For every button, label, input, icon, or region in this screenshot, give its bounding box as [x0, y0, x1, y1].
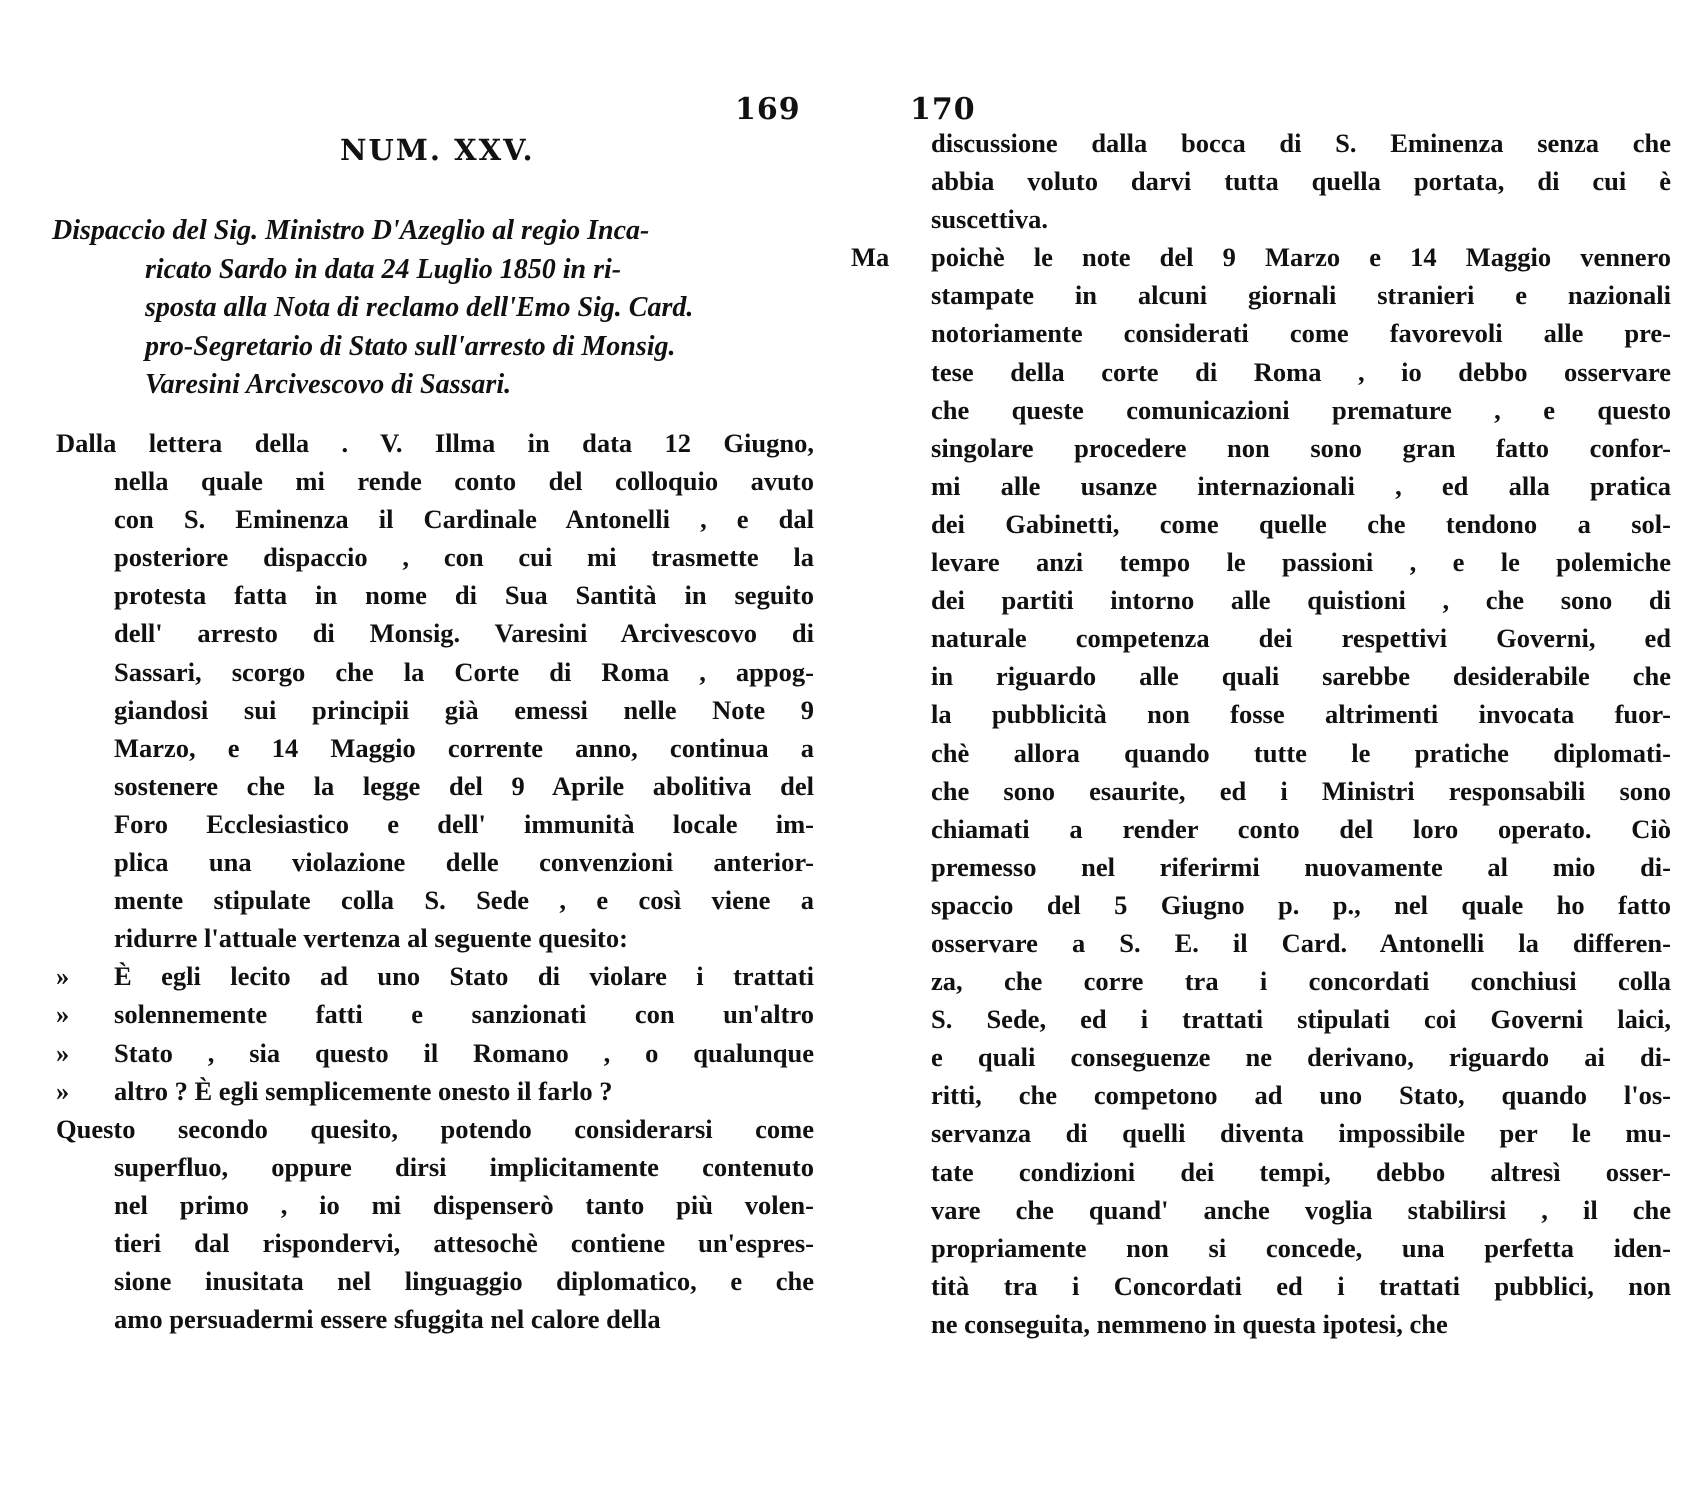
line-text: altro ? È egli semplicemente onesto il farlo ?	[114, 1075, 613, 1106]
line-text: che sono esaurite, ed i Ministri responsabili sono	[931, 775, 1671, 806]
line-text: dei partiti intorno alle quistioni , che sono di	[931, 585, 1671, 616]
text-line	[887, 505, 1677, 543]
line-text: amo persuadermi essere sfuggita nel calore della	[114, 1304, 661, 1335]
line-text: stampate in alcuni giornali stranieri e nazionali	[931, 280, 1671, 311]
line-text: chiamati a render conto del loro operato. Ciò	[931, 813, 1671, 844]
line-text: propriamente non si concede, una perfetta iden-	[931, 1232, 1671, 1263]
document-caption	[52, 212, 812, 405]
text-line	[56, 1300, 816, 1338]
line-text: Dalla lettera della . V. Illma in data 12 Giugno,	[56, 428, 814, 458]
line-text: con S. Eminenza il Cardinale Antonelli , e dal	[114, 504, 814, 535]
line-text: abbia voluto darvi tutta quella portata, di cui è	[931, 166, 1671, 197]
text-line	[56, 1224, 816, 1262]
line-text: sostenere che la legge del 9 Aprile abolitiva del	[114, 770, 814, 801]
text-line	[887, 467, 1677, 505]
line-lead: »	[56, 1037, 70, 1068]
line-text: naturale competenza dei respettivi Governi, ed	[931, 623, 1671, 654]
text-line	[56, 1110, 816, 1148]
line-text: sione inusitata nel linguaggio diplomatico, e che	[114, 1266, 814, 1297]
line-text: dei Gabinetti, come quelle che tendono a sol-	[931, 508, 1671, 539]
text-line	[887, 848, 1677, 886]
line-text: plica una violazione delle convenzioni anterior-	[114, 847, 814, 878]
line-text: e quali conseguenze ne derivano, riguardo ai di-	[931, 1042, 1671, 1073]
line-text: nel primo , io mi dispenserò tanto più volen-	[114, 1189, 814, 1220]
line-text: mente stipulate colla S. Sede , e così viene a	[114, 885, 814, 916]
line-text: protesta fatta in nome di Sua Santità in seguito	[114, 580, 814, 611]
body-text	[851, 124, 1677, 1343]
line-text: nella quale mi rende conto del colloquio avuto	[114, 466, 814, 497]
text-line	[56, 1186, 816, 1224]
page-number: 170	[910, 92, 976, 127]
text-line	[887, 962, 1677, 1000]
text-line	[887, 1000, 1677, 1038]
text-line	[887, 314, 1677, 352]
line-text: singolare procedere non sono gran fatto confor-	[931, 432, 1671, 463]
text-line	[851, 238, 1677, 276]
line-text: Foro Ecclesiastico e dell' immunità locale im-	[114, 808, 814, 839]
text-line	[56, 653, 816, 691]
line-text: S. Sede, ed i trattati stipulati coi Governi laici,	[931, 1004, 1671, 1035]
line-text: chè allora quando tutte le pratiche diplomati-	[931, 737, 1671, 768]
line-text: premesso nel riferirmi nuovamente al mio di-	[931, 851, 1671, 882]
body-text	[56, 424, 816, 1338]
line-lead: »	[56, 1075, 70, 1106]
line-text: solennemente fatti e sanzionati con un'altro	[114, 999, 814, 1030]
document-heading: NUM. XXV.	[340, 133, 535, 167]
text-line	[56, 805, 816, 843]
line-text: che queste comunicazioni premature , e questo	[931, 394, 1671, 425]
text-line	[887, 1267, 1677, 1305]
line-text: tità tra i Concordati ed i trattati pubblici, non	[931, 1270, 1671, 1301]
text-line	[56, 995, 816, 1033]
line-text: Stato , sia questo il Romano , o qualunque	[114, 1037, 814, 1068]
caption-line: Varesini Arcivescovo di Sassari.	[145, 369, 512, 400]
line-text: ridurre l'attuale vertenza al seguente quesito:	[114, 923, 628, 954]
line-text: discussione dalla bocca di S. Eminenza senza che	[931, 128, 1671, 158]
text-line	[887, 429, 1677, 467]
line-text: dell' arresto di Monsig. Varesini Arcivescovo di	[114, 618, 814, 649]
text-line	[887, 695, 1677, 733]
line-text: servanza di quelli diventa impossibile per le mu-	[931, 1118, 1671, 1149]
line-text: suscettiva.	[931, 204, 1049, 235]
line-text: levare anzi tempo le passioni , e le polemiche	[931, 547, 1671, 578]
text-line	[56, 538, 816, 576]
text-line	[887, 810, 1677, 848]
text-line	[887, 924, 1677, 962]
line-lead: Ma	[851, 242, 890, 273]
text-line	[887, 734, 1677, 772]
line-text: Marzo, e 14 Maggio corrente anno, continua a	[114, 732, 814, 763]
text-line	[887, 1038, 1677, 1076]
text-line	[887, 353, 1677, 391]
page-number: 169	[735, 92, 801, 127]
text-line	[887, 1305, 1677, 1343]
line-text: la pubblicità non fosse altrimenti invocata fuor-	[931, 699, 1671, 730]
line-text: poichè le note del 9 Marzo e 14 Maggio vennero	[931, 242, 1671, 273]
text-line	[56, 957, 816, 995]
line-text: giandosi sui principii già emessi nelle Note 9	[114, 694, 814, 725]
line-text: ne conseguita, nemmeno in questa ipotesi, che	[931, 1308, 1448, 1339]
text-line	[887, 619, 1677, 657]
line-text: Sassari, scorgo che la Corte di Roma , appog-	[114, 656, 814, 687]
text-line	[887, 1191, 1677, 1229]
text-line	[56, 462, 816, 500]
text-line	[887, 543, 1677, 581]
text-line	[887, 886, 1677, 924]
caption-line: Dispaccio del Sig. Ministro D'Azeglio al regio Inca-	[52, 215, 650, 246]
caption-line: ricato Sardo in data 24 Luglio 1850 in ri-	[145, 253, 622, 285]
line-lead: »	[56, 961, 70, 992]
line-text: osservare a S. E. il Card. Antonelli la differen-	[931, 927, 1671, 958]
text-line	[887, 391, 1677, 429]
text-line	[887, 657, 1677, 695]
line-text: Questo secondo quesito, potendo considerarsi come	[56, 1113, 814, 1144]
line-text: za, che corre tra i concordati conchiusi colla	[931, 966, 1671, 997]
line-text: vare che quand' anche voglia stabilirsi , il che	[931, 1194, 1671, 1225]
text-line	[56, 576, 816, 614]
line-text: superfluo, oppure dirsi implicitamente contenuto	[114, 1151, 814, 1182]
line-text: in riguardo alle quali sarebbe desiderabile che	[931, 661, 1671, 692]
line-text: tate condizioni dei tempi, debbo altresì osser-	[931, 1156, 1671, 1187]
text-line	[887, 162, 1677, 200]
line-text: posteriore dispaccio , con cui mi trasmette la	[114, 542, 814, 573]
text-line	[887, 772, 1677, 810]
text-line	[887, 1114, 1677, 1152]
text-line	[56, 500, 816, 538]
text-line	[56, 691, 816, 729]
text-line	[56, 1262, 816, 1300]
text-line	[887, 581, 1677, 619]
text-line	[56, 424, 816, 462]
line-text: ritti, che competono ad uno Stato, quando l'os-	[931, 1080, 1671, 1111]
text-line	[56, 1034, 816, 1072]
line-text: tieri dal rispondervi, attesochè contiene un'espres-	[114, 1227, 814, 1258]
text-line	[56, 881, 816, 919]
caption-line: sposta alla Nota di reclamo dell'Emo Sig. Card.	[145, 292, 694, 323]
text-line	[56, 1148, 816, 1186]
line-text: tese della corte di Roma , io debbo osservare	[931, 356, 1671, 387]
line-text: spaccio del 5 Giugno p. p., nel quale ho fatto	[931, 889, 1671, 920]
text-line	[56, 729, 816, 767]
text-line	[887, 1229, 1677, 1267]
text-line	[56, 1072, 816, 1110]
caption-line: pro-Segretario di Stato sull'arresto di Monsig.	[145, 330, 676, 362]
text-line	[887, 276, 1677, 314]
text-line	[56, 614, 816, 652]
text-line	[887, 1153, 1677, 1191]
line-lead: »	[56, 999, 70, 1030]
line-text: mi alle usanze internazionali , ed alla pratica	[931, 470, 1671, 501]
line-text: notoriamente considerati come favorevoli alle pre-	[931, 318, 1671, 349]
text-line	[56, 919, 816, 957]
text-line	[887, 1076, 1677, 1114]
right-page	[849, 0, 1698, 1500]
text-line	[56, 843, 816, 881]
text-line	[887, 124, 1677, 162]
text-line	[887, 200, 1677, 238]
text-line	[56, 767, 816, 805]
line-text: È egli lecito ad uno Stato di violare i trattati	[114, 961, 814, 992]
